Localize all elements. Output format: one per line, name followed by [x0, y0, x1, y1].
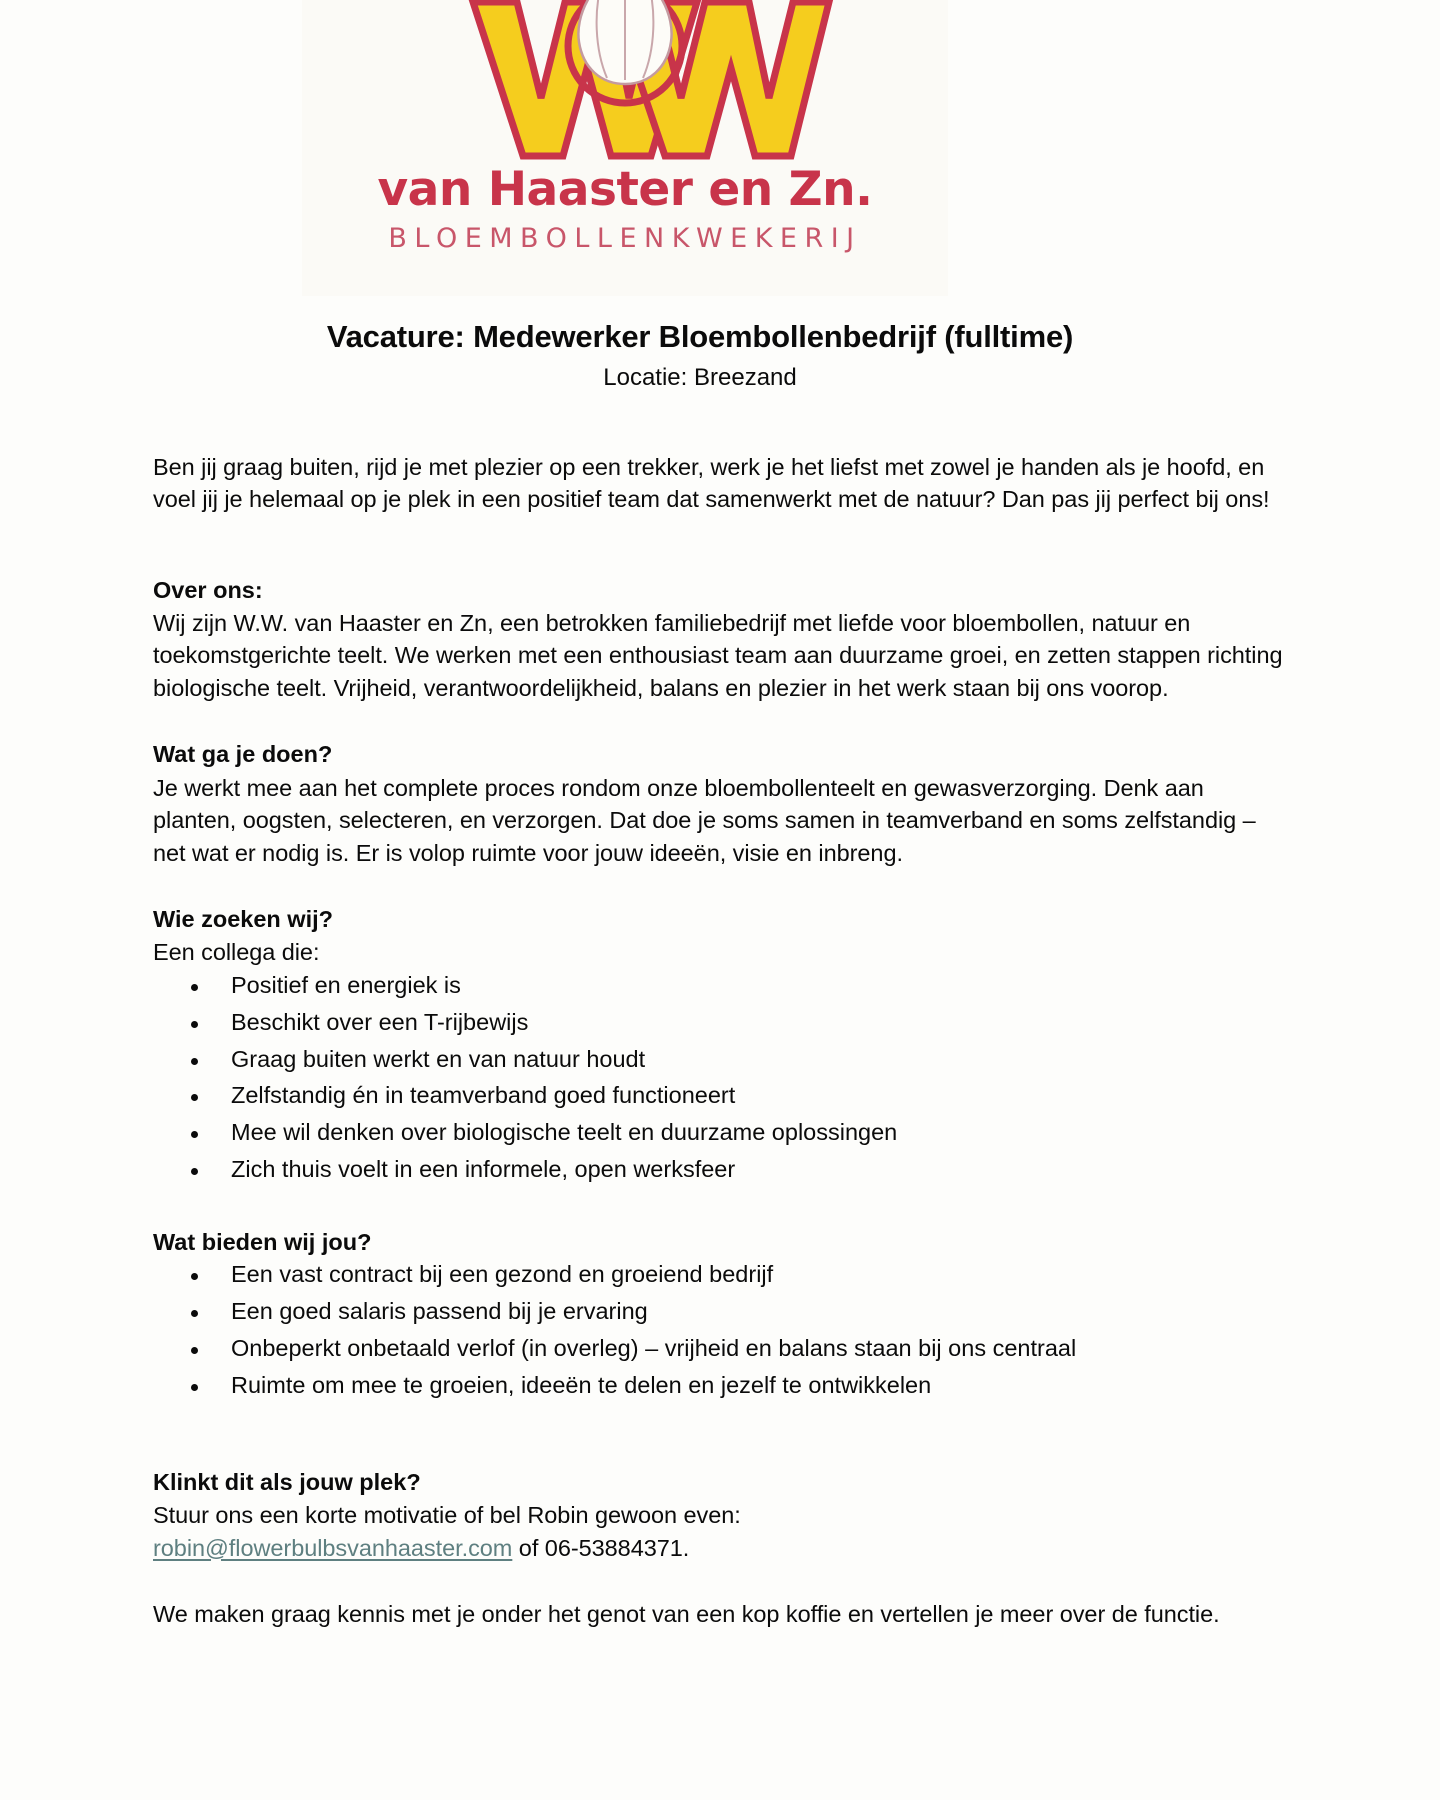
list-item — [153, 1371, 1287, 1401]
list-item — [153, 1334, 1287, 1364]
list-item — [153, 1081, 1287, 1111]
list-item — [153, 1118, 1287, 1148]
contact-line — [153, 1532, 1287, 1564]
list-item — [153, 1008, 1287, 1038]
section-paragraph-over-ons: Wij zijn W.W. van Haaster en Zn, een betrokken familiebedrijf met liefde voor bloembollen, natuur en toekomstgerichte teelt. We werken met een enthousiast team aan duurzame groei, en zetten stappen richting biologische teelt. Vrijheid, verantwoordelijkheid, balans en plezier in het werk staan bij ons voorop. — [153, 610, 1283, 701]
list-item-label: Onbeperkt onbetaald verlof (in overleg) – vrijheid en balans staan bij ons centraal — [231, 1334, 1077, 1361]
bullet-dot-icon — [191, 1021, 198, 1028]
list-item — [153, 1045, 1287, 1075]
phone-number: 06-53884371. — [544, 1534, 690, 1561]
logo-monogram-icon — [415, 0, 835, 164]
list-item-label: Zich thuis voelt in een informele, open werksfeer — [231, 1156, 736, 1183]
spacer — [153, 869, 1287, 903]
list-item — [153, 1155, 1287, 1185]
spacer — [153, 1192, 1287, 1226]
list-item-label: Graag buiten werkt en van natuur houdt — [231, 1045, 646, 1072]
list-item-label: Beschikt over een T-rijbewijs — [231, 1008, 529, 1035]
bullet-dot-icon — [191, 1094, 198, 1101]
bullet-dot-icon — [191, 1347, 198, 1354]
list-item — [153, 1297, 1287, 1327]
intro-paragraph: Ben jij graag buiten, rijd je met plezier op een trekker, werk je het liefst met zowel je handen als je hoofd, en voel jij je helemaal op je plek in een positief team dat samenwerkt met de natuur? Dan pas jij perfect bij ons! — [153, 453, 1270, 513]
list-item-label: Een goed salaris passend bij je ervaring — [231, 1298, 648, 1325]
bullet-dot-icon — [191, 1131, 198, 1138]
page-title: Vacature: Medewerker Bloembollenbedrijf (fulltime) — [326, 319, 1074, 354]
section-heading-wat-ga-je-doen: Wat ga je doen? — [153, 741, 333, 768]
benefits-list — [153, 1260, 1287, 1400]
list-item-label: Een vast contract bij een gezond en groeiend bedrijf — [231, 1261, 774, 1288]
list-item-label: Zelfstandig én in teamverband goed functioneert — [231, 1082, 736, 1109]
bullet-dot-icon — [191, 1273, 198, 1280]
spacer — [153, 516, 1287, 574]
section-heading-klinkt-dit-als-jouw-plek: Klinkt dit als jouw plek? — [153, 1468, 421, 1495]
spacer — [153, 393, 1287, 451]
company-logo — [302, 0, 948, 296]
logo-company-name: van Haaster en Zn. — [377, 162, 873, 217]
list-item — [153, 1260, 1287, 1290]
page-subtitle-location: Locatie: Breezand — [603, 363, 797, 391]
spacer — [153, 1564, 1287, 1598]
section-heading-wie-zoeken-wij: Wie zoeken wij? — [153, 905, 333, 932]
bullet-dot-icon — [191, 984, 198, 991]
contact-connector: of — [512, 1534, 545, 1561]
section-heading-wat-bieden-wij-jou: Wat bieden wij jou? — [153, 1228, 372, 1255]
document-body — [153, 318, 1287, 1630]
bullet-dot-icon — [191, 1058, 198, 1065]
section-paragraph-wat-ga-je-doen: Je werkt mee aan het complete proces rondom onze bloembollenteelt en gewasverzorging. Denk aan planten, oogsten, selecteren, en verzorgen. Dat doe je soms samen in teamverband en soms zelfstandig – net wat er nodig is. Er is volop ruimte voor jouw ideeën, visie en inbreng. — [153, 774, 1256, 866]
email-link[interactable]: robin@flowerbulbsvanhaaster.com — [153, 1534, 513, 1561]
spacer — [153, 1408, 1287, 1466]
requirements-list — [153, 971, 1287, 1185]
bullet-dot-icon — [191, 1168, 198, 1175]
section-paragraph-contact-intro: Stuur ons een korte motivatie of bel Robin gewoon even: — [153, 1502, 741, 1529]
bullet-dot-icon — [191, 1384, 198, 1391]
list-item — [153, 971, 1287, 1001]
closing-paragraph: We maken graag kennis met je onder het genot van een kop koffie en vertellen je meer over de functie. — [153, 1600, 1220, 1627]
list-item-label: Ruimte om mee te groeien, ideeën te delen en jezelf te ontwikkelen — [231, 1371, 932, 1398]
section-paragraph-wie-zoeken-wij: Een collega die: — [153, 939, 320, 966]
logo-tagline: BLOEMBOLLENKWEKERIJ — [388, 223, 862, 254]
spacer — [153, 704, 1287, 738]
list-item-label: Mee wil denken over biologische teelt en duurzame oplossingen — [231, 1119, 898, 1146]
list-item-label: Positief en energiek is — [231, 971, 461, 998]
bullet-dot-icon — [191, 1310, 198, 1317]
section-heading-over-ons: Over ons: — [153, 576, 263, 603]
